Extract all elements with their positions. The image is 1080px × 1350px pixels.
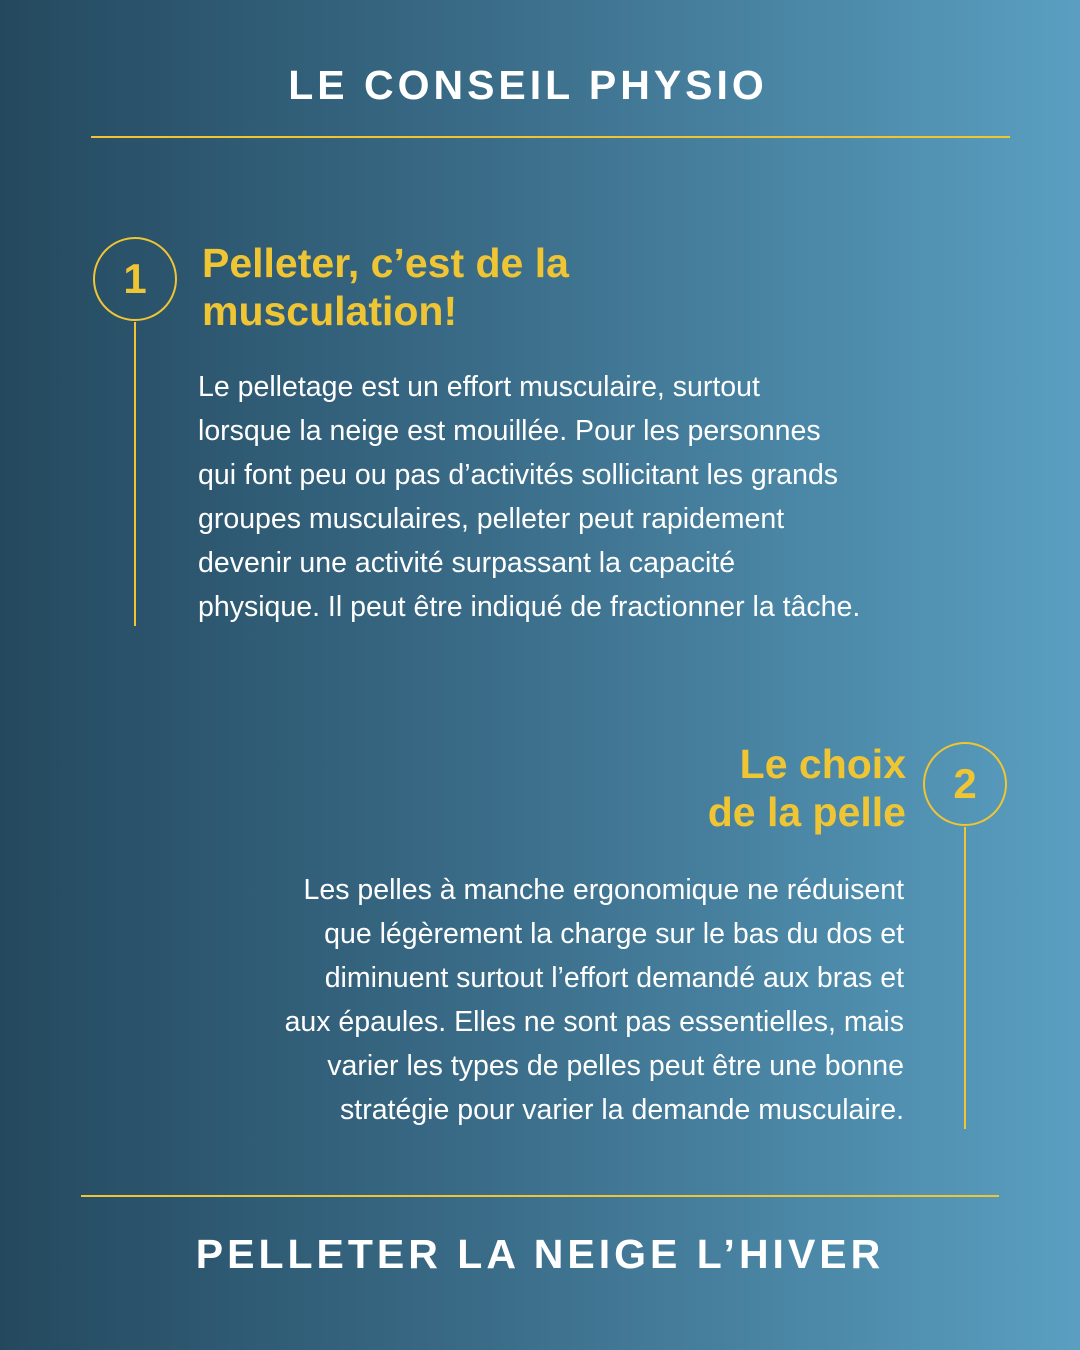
body-line: Le pelletage est un effort musculaire, surtout (198, 371, 760, 403)
body-line: aux épaules. Elles ne sont pas essentielles, mais (284, 1006, 904, 1038)
body-line: varier les types de pelles peut être une bonne (327, 1050, 904, 1082)
body-line: stratégie pour varier la demande musculaire. (340, 1094, 904, 1126)
heading-line: de la pelle (707, 789, 906, 835)
footer-title: PELLETER LA NEIGE L’HIVER (195, 1231, 885, 1277)
body-line: que légèrement la charge sur le bas du dos et (324, 918, 904, 950)
heading-line: Pelleter, c’est de la (202, 240, 569, 286)
section-1-heading (202, 239, 802, 335)
body-line: qui font peu ou pas d’activités sollicitant les grands (198, 459, 839, 491)
heading-line: musculation! (202, 288, 458, 334)
step-number-2: 2 (923, 742, 1007, 826)
body-line: groupes musculaires, pelleter peut rapidement (198, 503, 785, 535)
body-line: Les pelles à manche ergonomique ne réduisent (303, 874, 904, 906)
top-divider (91, 136, 1010, 138)
section-2-heading (386, 740, 906, 836)
section-1-body (198, 365, 998, 629)
body-line: physique. Il peut être indiqué de fractionner la tâche. (198, 591, 861, 623)
body-line: lorsque la neige est mouillée. Pour les personnes (198, 415, 821, 447)
section-2-body (144, 868, 904, 1132)
step-1-connector-line (134, 322, 136, 626)
step-2-connector-line (964, 827, 966, 1129)
bottom-divider (81, 1195, 999, 1197)
page-title: LE CONSEIL PHYSIO (288, 62, 768, 108)
step-number-1: 1 (93, 237, 177, 321)
heading-line: Le choix (739, 741, 906, 787)
body-line: devenir une activité surpassant la capacité (198, 547, 736, 579)
body-line: diminuent surtout l’effort demandé aux bras et (324, 962, 904, 994)
